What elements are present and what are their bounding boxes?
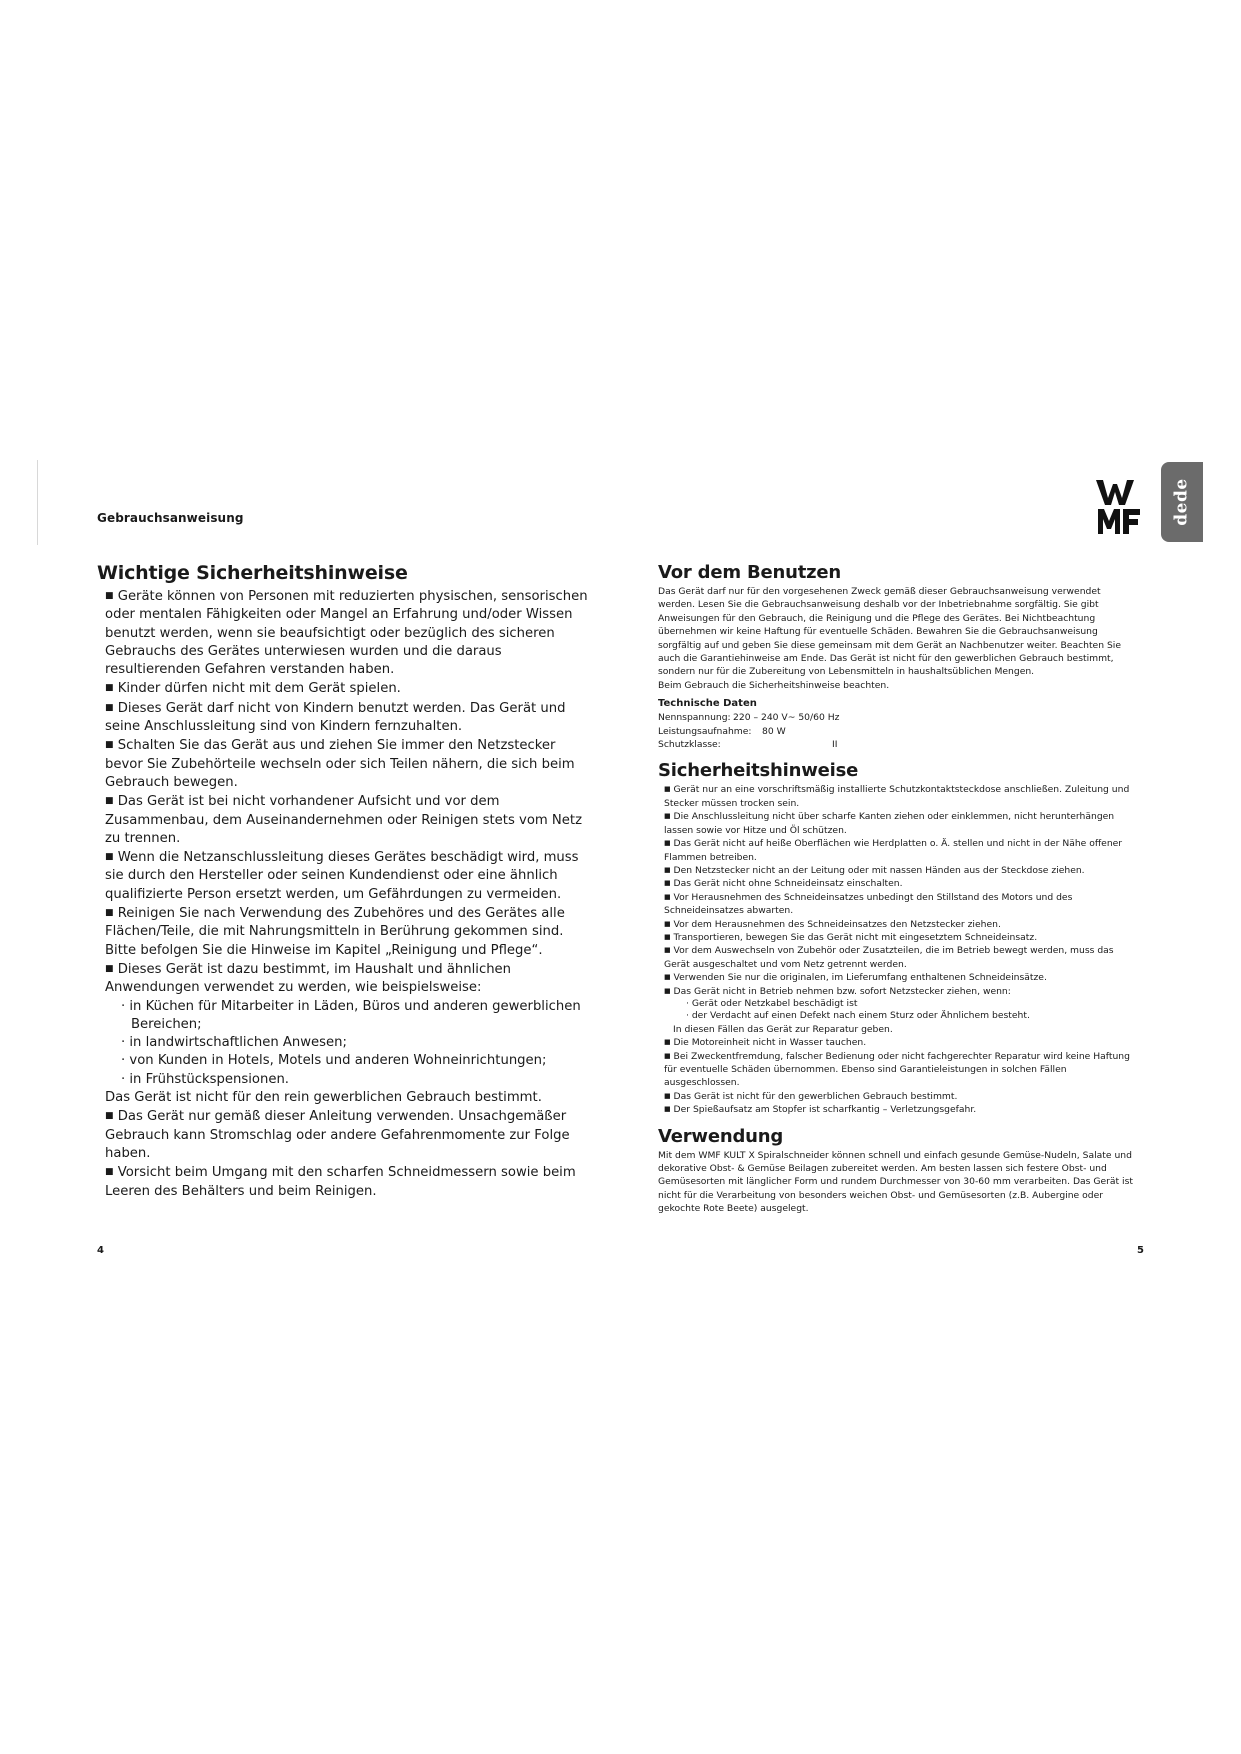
page-number-right: 5 [1137, 1245, 1144, 1256]
list-item: ■ Gerät nur an eine vorschriftsmäßig installierte Schutzkontaktsteckdose anschließen. Zuleitung und Stecker müssen trocken sein. [664, 784, 1130, 809]
list-item: ■ Das Gerät nur gemäß dieser Anleitung verwenden. Unsachgemäßer Gebrauch kann Stromschlag oder andere Gefahrenmomente zur Folge haben. [105, 1109, 570, 1161]
list-item: ■ Vorsicht beim Umgang mit den scharfen Schneidmessern sowie beim Leeren des Behälters und beim Reinigen. [105, 1165, 576, 1199]
list-item: ■ Das Gerät nicht auf heiße Oberflächen wie Herdplatten o. Ä. stellen und nicht in der Nähe offener Flammen betreiben. [664, 838, 1123, 863]
right-column [658, 562, 1140, 1216]
usage-examples-list [105, 998, 597, 1089]
language-tab-label: dede [1172, 478, 1192, 526]
list-item: ■ Die Motoreinheit nicht in Wasser tauchen. [664, 1037, 867, 1049]
list-item: ■ Den Netzstecker nicht an der Leitung oder mit nassen Händen aus der Steckdose ziehen. [664, 864, 1085, 876]
section-title-important-safety: Wichtige Sicherheitshinweise [97, 562, 408, 584]
defect-conditions-list [664, 998, 1140, 1023]
commercial-use-note: Das Gerät ist nicht für den rein gewerblichen Gebrauch bestimmt. [105, 1090, 542, 1106]
list-item: ■ Verwenden Sie nur die originalen, im Lieferumfang enthaltenen Schneideinsätze. [664, 972, 1047, 984]
list-item: ■ Vor dem Auswechseln von Zubehör oder Zusatzteilen, die im Betrieb bewegt werden, muss das Gerät ausgeschaltet und vom Netz getrennt werden. [664, 945, 1114, 970]
list-item: ■ Das Gerät nicht in Betrieb nehmen bzw. sofort Netzstecker ziehen, wenn: · Gerät oder Netzkabel beschädigt ist · der Verdacht auf einen Defekt nach einem Sturz oder Ähnlichem besteht. [664, 985, 1140, 1023]
section-title-before-use: Vor dem Benutzen [658, 562, 842, 583]
list-item: ■ Kinder dürfen nicht mit dem Gerät spielen. [105, 681, 401, 697]
list-item: ■ Dieses Gerät darf nicht von Kindern benutzt werden. Das Gerät und seine Anschlussleitung sind von Kindern fernzuhalten. [105, 700, 566, 735]
tech-row-power: Leistungsaufnahme: 80 W [658, 725, 786, 737]
before-use-text: Das Gerät darf nur für den vorgesehenen Zweck gemäß dieser Gebrauchsanweisung verwendet werden. Lesen Sie die Gebrauchsanweisung deshalb vor der Inbetriebnahme sorgfältig. Sie gibt Anweisungen für den Gebrauch, die Reinigung und die Pflege des Gerätes. Bei Nichtbeachtung übernehmen wir keine Haftung für eventuelle Schäden. Bewahren Sie die Gebrauchsanweisung sorgfältig auf und geben Sie diese gemeinsam mit dem Gerät an Nachbenutzer weiter. Beachten Sie auch die Garantiehinweise am Ende. Das Gerät ist nicht für den gewerblichen Gebrauch bestimmt, sondern nur für die Zubereitung von Lebensmitteln in haushaltsüblichen Mengen. [658, 586, 1121, 678]
tech-row-protection-class: Schutzklasse: II [658, 739, 838, 751]
list-item: ■ Das Gerät nicht ohne Schneideinsatz einschalten. [664, 878, 903, 890]
wmf-logo-icon [1096, 480, 1142, 534]
technical-data-title: Technische Daten [658, 698, 757, 710]
document-header-label: Gebrauchsanweisung [97, 511, 244, 525]
list-item: ■ Dieses Gerät ist dazu bestimmt, im Haushalt und ähnlichen Anwendungen verwendet zu werden, wie beispielsweise: · in Küchen für Mitarbeiter in Läden, Büros und anderen gewerblichen Bereichen; · in landwirtschaftlichen Anwesen; · von Kunden in Hotels, Motels und anderen Wohneinrichtungen; · in Frühstückspensionen. Das Gerät ist nicht für den rein gewerblichen Gebrauch bestimmt. [105, 960, 597, 1107]
sub-list-item: · von Kunden in Hotels, Motels und anderen Wohneinrichtungen; [121, 1053, 547, 1069]
safety-instructions-list-continued [658, 1036, 1140, 1116]
list-item: ■ Schalten Sie das Gerät aus und ziehen Sie immer den Netzstecker bevor Sie Zubehörteile wechseln oder sich Teilen nähern, die sich beim Gebrauch bewegen. [105, 738, 575, 790]
usage-text: Mit dem WMF KULT X Spiralschneider können schnell und einfach gesunde Gemüse-Nudeln, Salate und dekorative Obst- & Gemüse Beilagen zubereitet werden. Am besten lassen sich festere Obst- und Gemüsesorten mit länglicher Form und rundem Durchmesser von 30-60 mm verarbeiten. Das Gerät ist nicht für die Verarbeitung von besonders weichen Obst- und Gemüsesorten (z.B. Aubergine oder gekochte Rote Beete) ausgelegt. [658, 1149, 1133, 1215]
sub-list-item: · der Verdacht auf einen Defekt nach einem Sturz oder Ähnlichem besteht. [686, 1010, 1030, 1022]
repair-note: In diesen Fällen das Gerät zur Reparatur geben. [673, 1023, 893, 1035]
sub-list-item: · in landwirtschaftlichen Anwesen; [121, 1035, 347, 1051]
list-item: ■ Reinigen Sie nach Verwendung des Zubehöres und des Gerätes alle Flächen/Teile, die mit Nahrungsmitteln in Berührung gekommen sind. Bitte befolgen Sie die Hinweise im Kapitel „Reinigung und Pflege“. [105, 906, 565, 958]
language-tab [1161, 462, 1203, 542]
list-item: ■ Geräte können von Personen mit reduzierten physischen, sensorischen oder mentalen Fähigkeiten oder Mangel an Erfahrung und/oder Wissen benutzt werden, wenn sie beaufsichtigt oder bezüglich des sicheren Gebrauchs des Gerätes unterwiesen wurden und die daraus resultierenden Gefahren verstanden haben. [105, 589, 588, 678]
sub-list-item: · Gerät oder Netzkabel beschädigt ist [686, 997, 858, 1009]
safety-list [97, 587, 597, 1201]
sub-list-item: · in Küchen für Mitarbeiter in Läden, Büros und anderen gewerblichen Bereichen; [121, 998, 581, 1032]
list-item: ■ Das Gerät ist nicht für den gewerblichen Gebrauch bestimmt. [664, 1090, 958, 1102]
before-use-text-2: Beim Gebrauch die Sicherheitshinweise beachten. [658, 679, 890, 691]
list-item: ■ Das Gerät ist bei nicht vorhandener Aufsicht und vor dem Zusammenbau, dem Auseinandernehmen oder Reinigen stets vom Netz zu trennen. [105, 794, 583, 846]
crop-mark [37, 460, 38, 545]
left-column [97, 562, 597, 1201]
safety-instructions-list [658, 783, 1140, 1022]
section-title-usage: Verwendung [658, 1125, 784, 1147]
list-item: ■ Der Spießaufsatz am Stopfer ist scharfkantig – Verletzungsgefahr. [664, 1104, 977, 1116]
page-number-left: 4 [97, 1245, 104, 1256]
sub-list-item: · in Frühstückspensionen. [121, 1071, 289, 1087]
list-item: ■ Vor dem Herausnehmen des Schneideinsatzes den Netzstecker ziehen. [664, 918, 1001, 930]
list-item: ■ Bei Zweckentfremdung, falscher Bedienung oder nicht fachgerechter Reparatur wird keine Haftung für eventuelle Schäden übernommen. Ebenso sind Garantieleistungen in solchen Fällen ausgeschlossen. [664, 1050, 1130, 1089]
list-item: ■ Wenn die Netzanschlussleitung dieses Gerätes beschädigt wird, muss sie durch den Hersteller oder seinen Kundendienst oder eine ähnlich qualifizierte Person ersetzt werden, um Gefährdungen zu vermeiden. [105, 850, 579, 902]
list-item: ■ Transportieren, bewegen Sie das Gerät nicht mit eingesetztem Schneideinsatz. [664, 931, 1038, 943]
section-title-safety: Sicherheitshinweise [658, 760, 859, 782]
list-item: ■ Die Anschlussleitung nicht über scharfe Kanten ziehen oder einklemmen, nicht herunterhängen lassen sowie vor Hitze und Öl schützen. [664, 811, 1115, 836]
list-item: ■ Vor Herausnehmen des Schneideinsatzes unbedingt den Stillstand des Motors und des Schneideinsatzes abwarten. [664, 891, 1073, 917]
tech-row-voltage: Nennspannung: 220 – 240 V~ 50/60 Hz [658, 712, 840, 724]
